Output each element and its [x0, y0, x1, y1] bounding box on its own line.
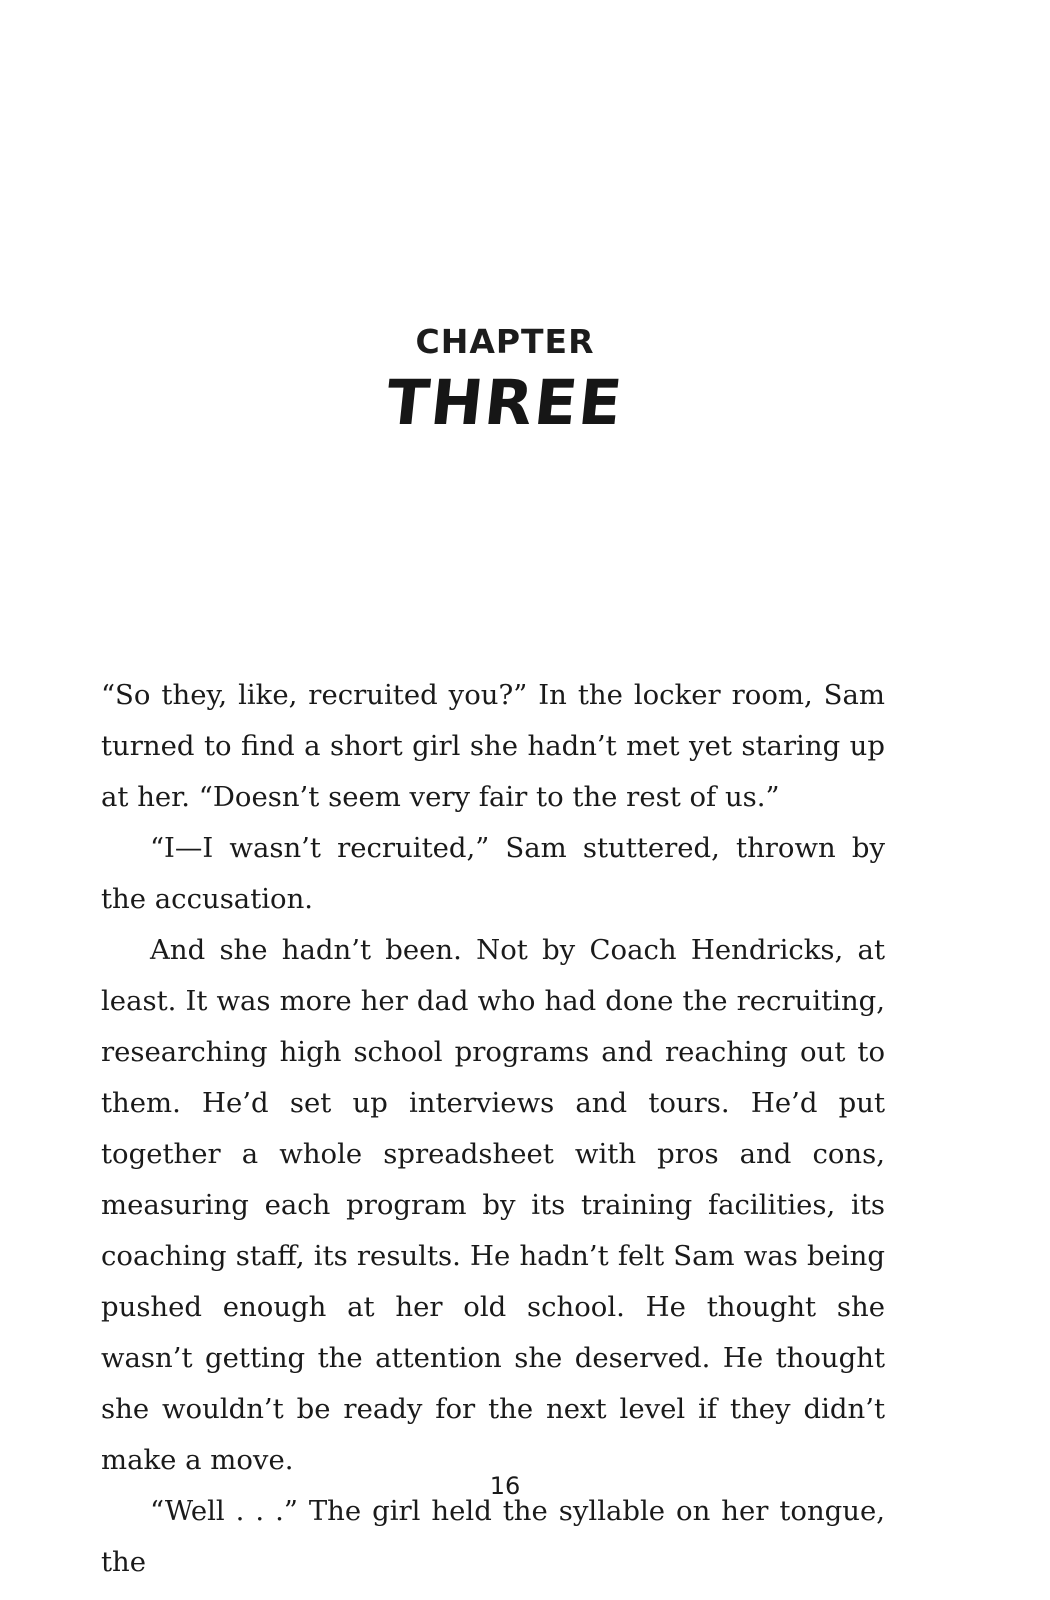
chapter-label: CHAPTER	[415, 322, 595, 361]
paragraph: “Well . . .” The girl held the syllable on her tongue, the	[101, 1495, 885, 1578]
page-number: 16	[489, 1472, 521, 1500]
paragraph: “So they, like, recruited you?” In the locker room, Sam turned to find a short girl she hadn’t met yet staring up at her. “Doesn’t seem very fair to the rest of us.”	[101, 679, 885, 813]
paragraph: “I—I wasn’t recruited,” Sam stuttered, thrown by the accusation.	[101, 832, 885, 915]
chapter-number: THREE	[382, 366, 628, 439]
paragraph: And she hadn’t been. Not by Coach Hendricks, at least. It was more her dad who had done the recruiting, researching high school programs and reaching out to them. He’d set up interviews and tours. He’d put together a whole spreadsheet with pros and cons, measuring each program by its training facilities, its coaching staff, its results. He hadn’t felt Sam was being pushed enough at her old school. He thought she wasn’t getting the attention she deserved. He thought she wouldn’t be ready for the next level if they didn’t make a move.	[101, 934, 885, 1476]
chapter-body	[101, 670, 885, 1588]
